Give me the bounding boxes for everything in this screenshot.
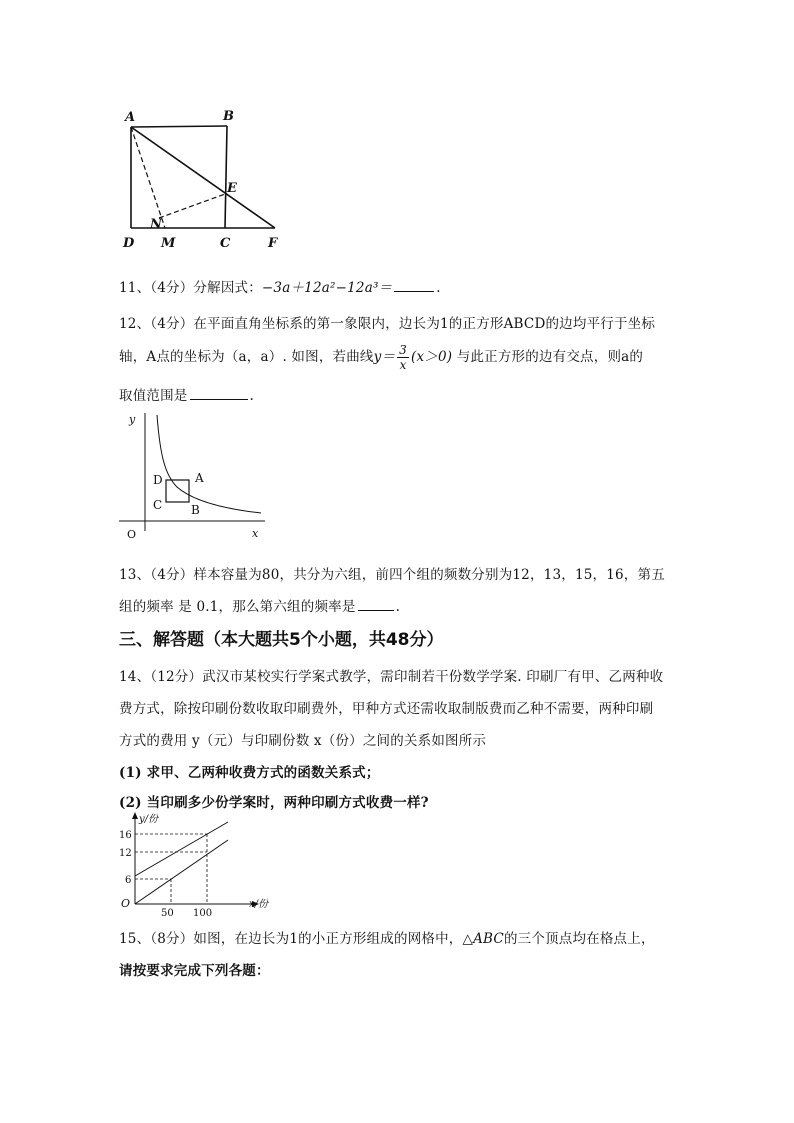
question-12-line-3 bbox=[119, 384, 254, 404]
label-C: C bbox=[220, 236, 231, 251]
q11-answer-blank[interactable] bbox=[394, 279, 434, 292]
question-12-line-2 bbox=[119, 343, 643, 372]
question-14-line-3: 方式的费用 y（元）与印刷份数 x（份）之间的关系如图所示 bbox=[119, 733, 487, 749]
q12-line2-a: 轴，A点的坐标为（a，a）. 如图，若曲线 bbox=[119, 349, 374, 365]
q15-triangle: △ABC bbox=[462, 931, 504, 947]
label-F: F bbox=[268, 236, 278, 251]
q11-suffix: . bbox=[436, 280, 441, 296]
q12-fraction bbox=[397, 343, 409, 372]
label-B: B bbox=[223, 109, 234, 124]
question-15-line-2: 请按要求完成下列各题： bbox=[119, 963, 270, 979]
q12-line3-end: . bbox=[249, 388, 254, 404]
q12-answer-blank[interactable] bbox=[190, 387, 248, 400]
geometry-figure-square bbox=[115, 105, 290, 255]
segment-AF bbox=[131, 127, 275, 228]
label-D: D bbox=[153, 473, 163, 487]
y-tick-12: 12 bbox=[119, 848, 132, 859]
dashed-AM bbox=[131, 127, 165, 228]
hyperbola-curve bbox=[157, 415, 261, 513]
x-tick-100: 100 bbox=[193, 908, 213, 919]
question-14-line-2: 费方式，除按印刷份数收取印刷费外，甲种方式还需收取制版费而乙种不需要，两种印刷 bbox=[119, 701, 654, 717]
cost-graph bbox=[115, 810, 275, 920]
q12-line2-b: 与此正方形的边有交点，则a的 bbox=[452, 349, 644, 365]
y-tick-16: 16 bbox=[119, 830, 132, 841]
label-O: O bbox=[127, 528, 137, 541]
label-y: y bbox=[129, 413, 136, 426]
q13-line2: 组的频率 是 0.1，那么第六组的频率是 bbox=[119, 599, 356, 615]
graph-x-label: x/份 bbox=[249, 899, 269, 910]
q12-condition: (x＞0) bbox=[411, 349, 453, 365]
label-C: C bbox=[153, 498, 163, 512]
label-x: x bbox=[252, 527, 259, 540]
question-15-line-1 bbox=[119, 927, 655, 947]
x-tick-50: 50 bbox=[161, 908, 174, 919]
label-D: D bbox=[123, 236, 135, 251]
question-14-sub-2: (2) 当印刷多少份学案时，两种印刷方式收费一样? bbox=[119, 795, 429, 811]
q11-expression: −3a＋12a²−12a³＝ bbox=[261, 280, 393, 296]
question-14-sub-1: (1) 求甲、乙两种收费方式的函数关系式； bbox=[119, 765, 380, 781]
q13-answer-blank[interactable] bbox=[358, 598, 394, 611]
question-13-line-1: 13、（4分）样本容量为80，共分为六组，前四个组的频数分别为12，13，15，16，第五 bbox=[119, 567, 665, 583]
line-yi bbox=[135, 840, 228, 904]
question-13-line-2 bbox=[119, 595, 400, 615]
label-N: N bbox=[150, 217, 162, 232]
label-M: M bbox=[161, 236, 176, 251]
q12-frac-numerator: 3 bbox=[399, 343, 408, 357]
graph-origin: O bbox=[121, 897, 131, 910]
label-A: A bbox=[195, 471, 204, 485]
segment-AB bbox=[131, 126, 227, 127]
q11-prefix: 11、（4分）分解因式： bbox=[119, 280, 262, 296]
dashed-NE bbox=[159, 194, 225, 218]
question-14-line-1: 14、（12分）武汉市某校实行学案式教学，需印制若干份数学学案. 印刷厂有甲、乙两种收 bbox=[119, 669, 664, 685]
label-E: E bbox=[227, 181, 237, 196]
q15-line1-b: 的三个顶点均在格点上， bbox=[503, 931, 655, 947]
q12-y-equals: y＝ bbox=[373, 349, 396, 365]
q13-line2-end: . bbox=[395, 599, 401, 615]
square-ABCD bbox=[166, 480, 189, 502]
y-arrow bbox=[132, 812, 138, 819]
label-B: B bbox=[191, 503, 200, 517]
question-12-line-1: 12、（4分）在平面直角坐标系的第一象限内，边长为1的正方形ABCD的边均平行于坐标 bbox=[119, 316, 656, 332]
question-11 bbox=[119, 276, 441, 296]
q12-frac-denominator: x bbox=[399, 358, 407, 372]
q12-line3: 取值范围是 bbox=[119, 388, 188, 404]
section-3-heading: 三、解答题（本大题共5个小题，共48分） bbox=[119, 630, 444, 650]
q15-line1-a: 15、（8分）如图，在边长为1的小正方形组成的网格中， bbox=[119, 931, 463, 947]
segment-BC bbox=[225, 126, 227, 228]
y-tick-6: 6 bbox=[125, 875, 132, 886]
label-A: A bbox=[125, 110, 136, 125]
graph-y-label: y/份 bbox=[139, 814, 159, 825]
coordinate-figure-hyperbola bbox=[115, 405, 275, 545]
